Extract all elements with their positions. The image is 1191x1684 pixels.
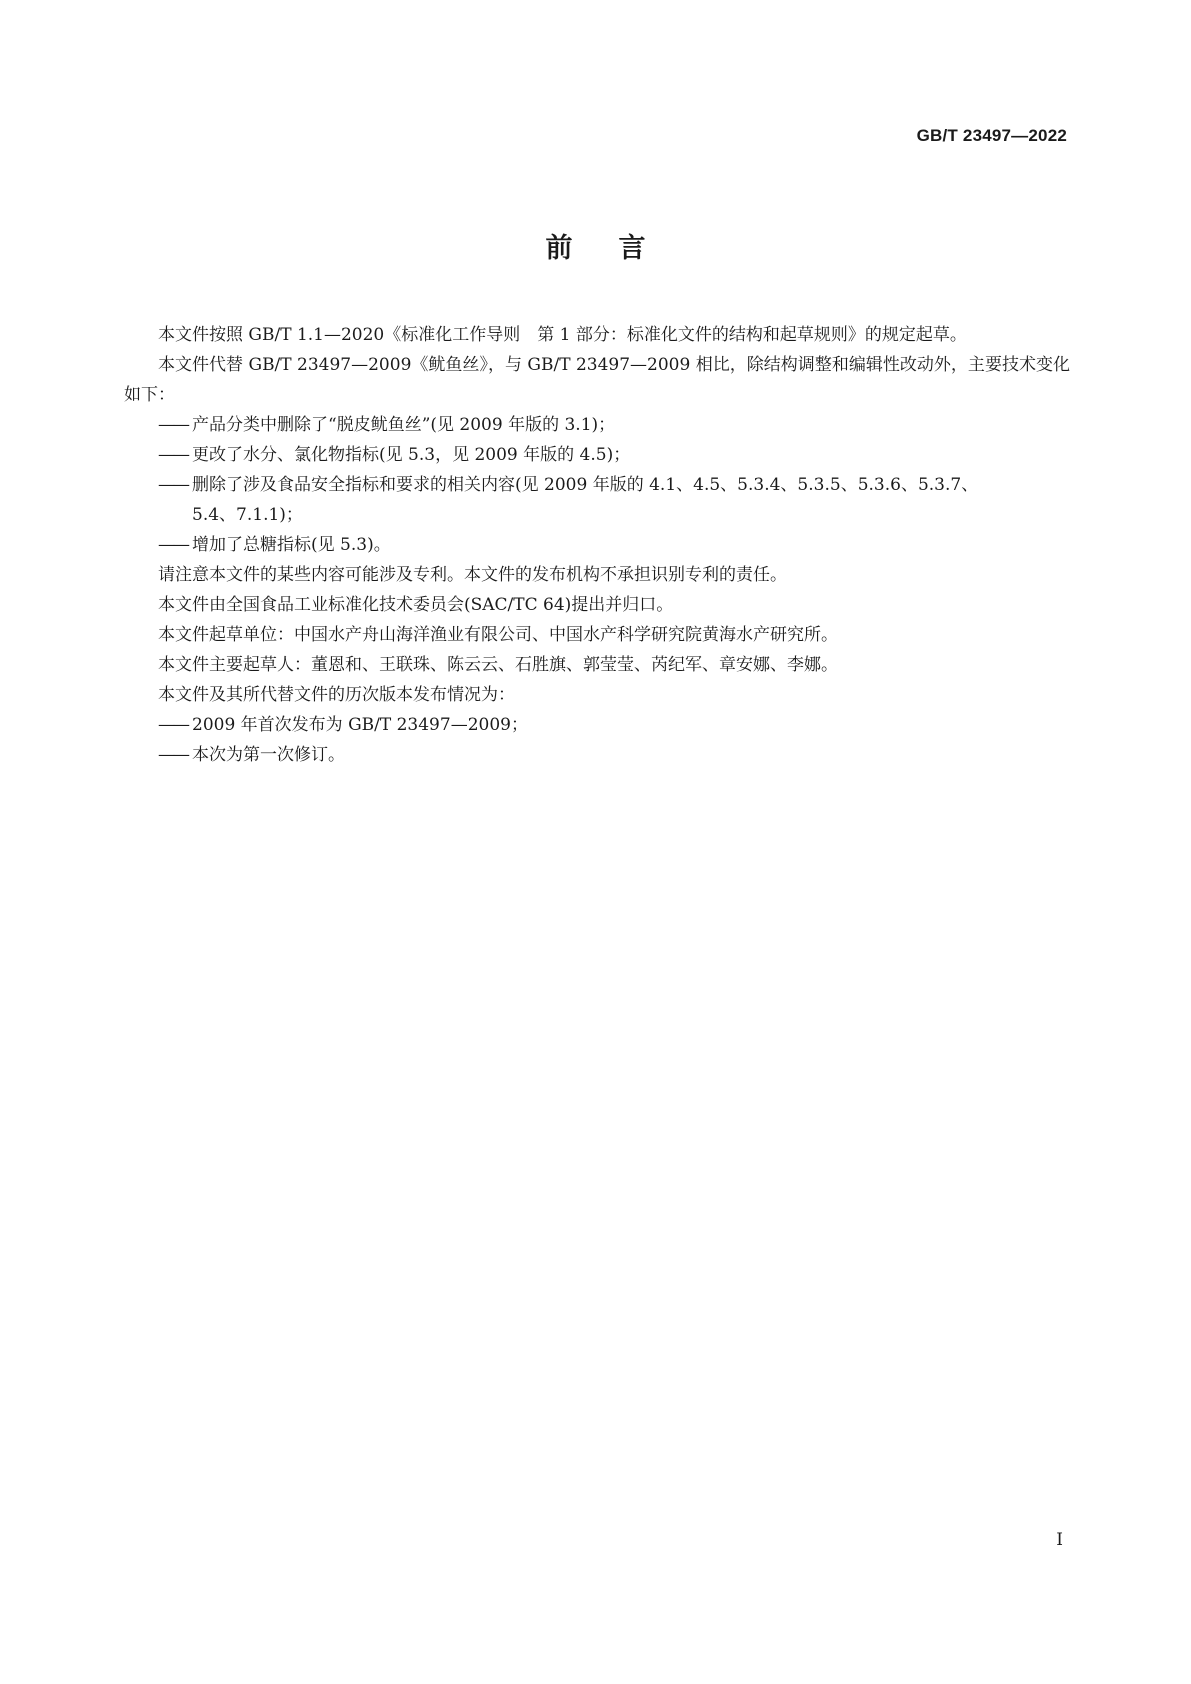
change-item [124,470,1070,530]
change-item [124,410,1070,440]
paragraph-patent-notice: 请注意本文件的某些内容可能涉及专利。本文件的发布机构不承担识别专利的责任。 [158,565,787,585]
change-item [124,440,1070,470]
change-item-continuation: 5.4、7.1.1)； [192,505,303,525]
paragraph-committee: 本文件由全国食品工业标准化技术委员会(SAC/TC 64)提出并归口。 [158,595,674,615]
history-item-text: 2009 年首次发布为 GB/T 23497—2009； [192,715,528,735]
foreword-body [124,320,1070,770]
page-title: 前言 [545,233,692,264]
history-item [124,710,1070,740]
paragraph-replacement: 本文件代替 GB/T 23497—2009《鱿鱼丝》，与 GB/T 23497—2009 相比，除结构调整和编辑性改动外，主要技术变化如下： [124,355,1070,405]
history-item [124,740,1070,770]
change-item-text: 增加了总糖指标(见 5.3)。 [192,535,391,555]
paragraph-drafting-units: 本文件起草单位：中国水产舟山海洋渔业有限公司、中国水产科学研究院黄海水产研究所。 [158,625,838,645]
page-number: I [1056,1530,1063,1550]
document-code: GB/T 23497—2022 [916,126,1067,145]
dash-marker: —— [158,535,188,555]
change-item-text: 产品分类中删除了“脱皮鱿鱼丝”(见 2009 年版的 3.1)； [192,415,616,435]
change-item [124,530,1070,560]
dash-marker: —— [158,415,188,435]
change-item-text: 更改了水分、氯化物指标(见 5.3，见 2009 年版的 4.5)； [192,445,631,465]
paragraph-history-intro: 本文件及其所代替文件的历次版本发布情况为： [158,685,515,705]
paragraph-drafting-rules: 本文件按照 GB/T 1.1—2020《标准化工作导则 第 1 部分：标准化文件的结构和起草规则》的规定起草。 [158,325,967,345]
history-item-text: 本次为第一次修订。 [192,745,345,765]
dash-marker: —— [158,475,188,495]
dash-marker: —— [158,445,188,465]
change-item-text: 删除了涉及食品安全指标和要求的相关内容(见 2009 年版的 4.1、4.5、5.3.4、5.3.5、5.3.6、5.3.7、 [192,475,979,495]
dash-marker: —— [158,715,188,735]
dash-marker: —— [158,745,188,765]
paragraph-drafters: 本文件主要起草人：董恩和、王联珠、陈云云、石胜旗、郭莹莹、芮纪军、章安娜、李娜。 [158,655,838,675]
